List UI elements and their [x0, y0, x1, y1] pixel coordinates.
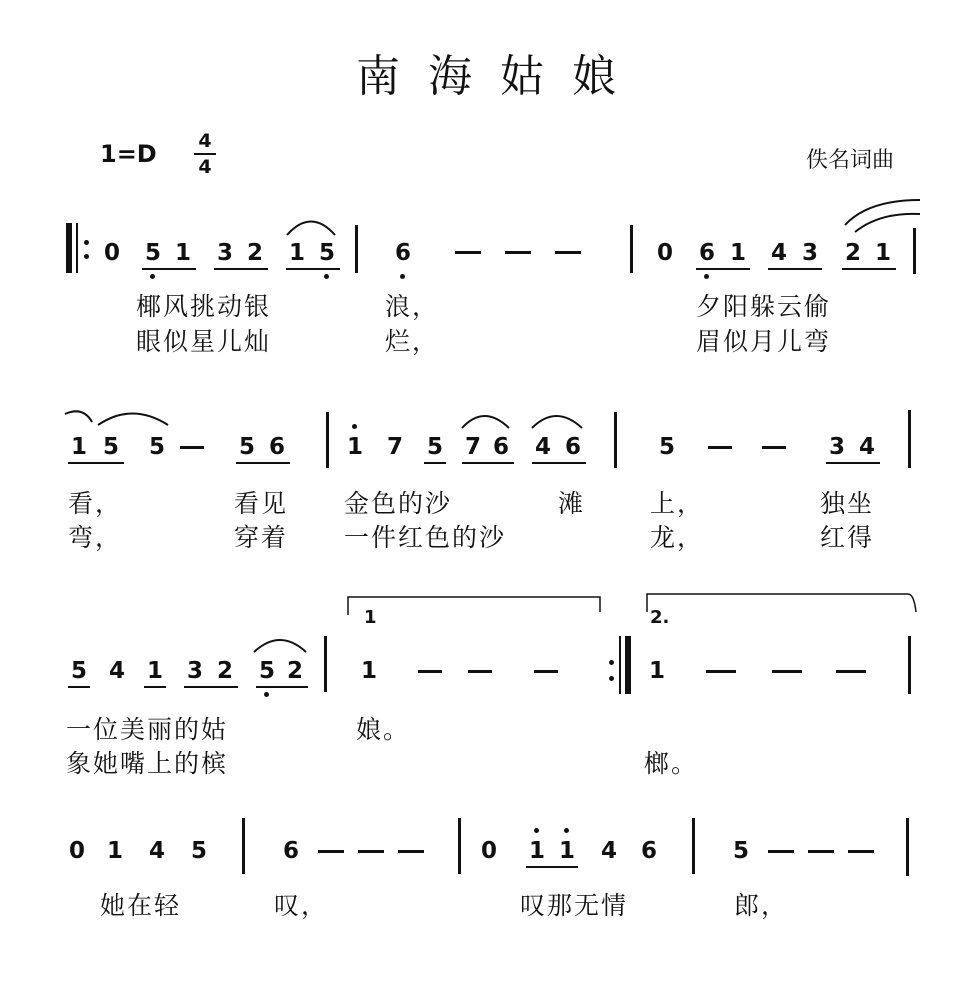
bar-line: [614, 412, 617, 468]
lyric: 独坐: [820, 489, 875, 518]
duration-dash: [318, 850, 344, 853]
repeat-start-thick-bar: [66, 223, 72, 273]
duration-dash: [398, 850, 424, 853]
note: 3: [216, 240, 233, 266]
lyric: 看，: [68, 489, 123, 518]
bar-line: [908, 410, 911, 468]
lyric: 一位美丽的姑: [66, 715, 229, 744]
key-signature: 1=D: [100, 140, 157, 168]
duration-dash: [768, 850, 794, 853]
lyric: 眼似星儿灿: [136, 327, 272, 356]
repeat-end-thick-bar: [625, 636, 631, 694]
duration-dash: [762, 446, 786, 449]
duration-dash: [708, 446, 732, 449]
low-octave-dot: [150, 274, 155, 279]
note: 2: [216, 658, 233, 684]
duration-dash: [848, 850, 874, 853]
low-octave-dot: [324, 274, 329, 279]
note: 5: [426, 434, 443, 460]
lyric: 象她嘴上的槟: [66, 749, 229, 778]
lyric: 浪，: [385, 292, 440, 321]
note: 4: [108, 658, 125, 684]
beam: [142, 268, 196, 270]
duration-dash: [468, 670, 492, 673]
beam: [826, 462, 880, 464]
note: 3: [828, 434, 845, 460]
note: 1: [288, 240, 305, 266]
note: 5: [148, 434, 165, 460]
note: 6: [394, 240, 411, 266]
note: 0: [103, 240, 120, 266]
bar-line: [913, 228, 916, 274]
lyric: 眉似月儿弯: [696, 327, 832, 356]
note: 4: [534, 434, 551, 460]
duration-dash: [455, 251, 481, 254]
lyric: 娘。: [356, 715, 411, 744]
low-octave-dot: [704, 274, 709, 279]
bar-line: [458, 818, 461, 874]
note: 0: [656, 240, 673, 266]
beam: [68, 462, 124, 464]
note: 1: [648, 658, 665, 684]
note: 5: [102, 434, 119, 460]
bar-line: [324, 636, 327, 692]
bar-line: [906, 818, 909, 876]
beam: [214, 268, 268, 270]
beam: [696, 268, 750, 270]
note: 7: [386, 434, 403, 460]
note: 6: [640, 838, 657, 864]
note: 5: [144, 240, 161, 266]
note: 7: [464, 434, 481, 460]
lyric: 叹，: [274, 891, 329, 920]
note: 6: [564, 434, 581, 460]
lyric: 椰风挑动银: [136, 292, 272, 321]
beam: [532, 462, 586, 464]
bar-line: [630, 225, 633, 273]
repeat-dot: [84, 240, 89, 245]
low-octave-dot: [264, 692, 269, 697]
high-octave-dot: [564, 828, 569, 833]
note: 6: [282, 838, 299, 864]
note: 3: [801, 240, 818, 266]
duration-dash: [836, 670, 866, 673]
lyric: 一件红色的沙: [344, 523, 507, 552]
lyric: 穿着: [234, 523, 289, 552]
note: 2: [246, 240, 263, 266]
lyric: 上，: [650, 489, 705, 518]
lyric: 烂，: [385, 327, 440, 356]
note: 5: [190, 838, 207, 864]
high-octave-dot: [534, 828, 539, 833]
duration-dash: [505, 251, 531, 254]
lyric: 郎，: [734, 891, 789, 920]
lyric: 滩: [558, 489, 586, 518]
note: 6: [698, 240, 715, 266]
note: 1: [528, 838, 545, 864]
lyric: 她在轻: [100, 891, 182, 920]
repeat-end-thin-bar: [619, 636, 621, 694]
lyric: 夕阳躲云偷: [696, 292, 832, 321]
note: 5: [318, 240, 335, 266]
note: 1: [874, 240, 891, 266]
repeat-dot: [609, 676, 614, 681]
note: 1: [174, 240, 191, 266]
note: 4: [148, 838, 165, 864]
duration-dash: [180, 446, 204, 449]
note: 4: [770, 240, 787, 266]
note: 0: [68, 838, 85, 864]
beam: [236, 462, 290, 464]
note: 1: [70, 434, 87, 460]
note: 5: [238, 434, 255, 460]
note: 1: [558, 838, 575, 864]
note: 1: [729, 240, 746, 266]
lyric: 弯，: [68, 523, 123, 552]
bar-line: [355, 225, 358, 273]
note: 4: [858, 434, 875, 460]
first-ending-number: 1: [364, 607, 377, 628]
beam: [462, 462, 514, 464]
note: 4: [600, 838, 617, 864]
lyric: 榔。: [644, 749, 699, 778]
note: 6: [492, 434, 509, 460]
beam: [768, 268, 822, 270]
lyric: 看见: [234, 489, 289, 518]
bar-line: [908, 636, 911, 694]
beam: [184, 686, 238, 688]
note: 5: [70, 658, 87, 684]
note: 2: [844, 240, 861, 266]
duration-dash: [706, 670, 736, 673]
note: 1: [106, 838, 123, 864]
beam: [286, 268, 340, 270]
repeat-dot: [84, 254, 89, 259]
note: 1: [146, 658, 163, 684]
beam: [144, 686, 166, 688]
low-octave-dot: [400, 274, 405, 279]
lyric: 金色的沙: [344, 489, 453, 518]
time-signature-top: 4: [198, 130, 212, 152]
beam: [424, 462, 446, 464]
repeat-start-thin-bar: [76, 223, 78, 273]
note: 1: [346, 434, 363, 460]
bar-line: [326, 412, 329, 468]
duration-dash: [808, 850, 834, 853]
beam: [842, 268, 896, 270]
time-signature-bottom: 4: [198, 156, 212, 178]
duration-dash: [534, 670, 558, 673]
song-title: 南海姑娘: [356, 51, 644, 102]
beam: [68, 686, 90, 688]
second-ending-number: 2.: [650, 607, 670, 628]
duration-dash: [772, 670, 802, 673]
note: 3: [186, 658, 203, 684]
note: 2: [286, 658, 303, 684]
note: 0: [480, 838, 497, 864]
beam: [526, 866, 578, 868]
lyric: 龙，: [650, 523, 705, 552]
note: 1: [360, 658, 377, 684]
duration-dash: [418, 670, 442, 673]
lyric: 红得: [820, 523, 875, 552]
note: 5: [258, 658, 275, 684]
composer-credit: 佚名词曲: [805, 148, 894, 173]
duration-dash: [358, 850, 384, 853]
note: 6: [268, 434, 285, 460]
bar-line: [242, 818, 245, 874]
duration-dash: [555, 251, 581, 254]
repeat-dot: [609, 660, 614, 665]
beam: [256, 686, 308, 688]
bar-line: [692, 818, 695, 874]
lyric: 叹那无情: [520, 891, 629, 920]
note: 5: [658, 434, 675, 460]
high-octave-dot: [352, 424, 357, 429]
note: 5: [732, 838, 749, 864]
